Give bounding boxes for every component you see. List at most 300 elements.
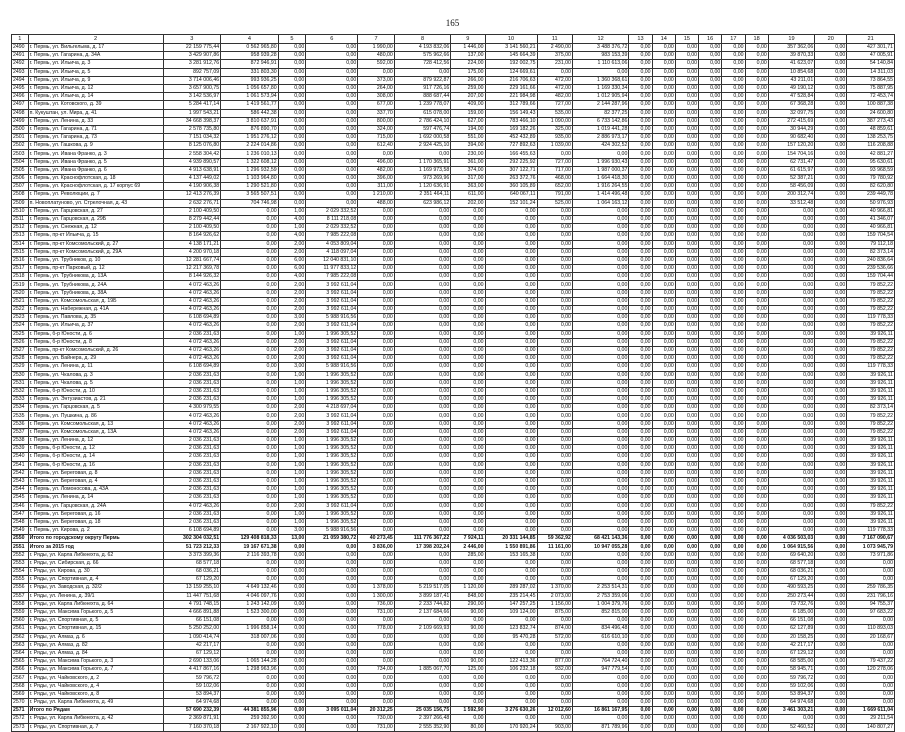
value-cell: 0,00 [537,207,572,215]
address-cell: г. Пермь, пр-кт Комсомольский, д. 27 [28,240,163,248]
value-cell: 54 140,84 [847,60,895,68]
value-cell: 82 377,25 [572,109,628,117]
value-cell: 47 005,91 [847,52,895,60]
value-cell: 0,00 [652,68,675,76]
value-cell: 0,00 [699,379,722,387]
row-number-cell: 2490 [12,44,29,52]
value-cell: 0,00 [745,256,768,264]
row-number-cell: 2536 [12,420,29,428]
value-cell: 0,00 [306,625,358,633]
value-cell: 4 072 463,26 [163,428,221,436]
value-cell: 3 992 611,04 [306,297,358,305]
address-cell: Итого по Рядам [28,707,163,715]
address-cell: г. Ряды, ул. Спортивная, д. 15 [28,625,163,633]
value-cell: 0,00 [745,44,768,52]
value-cell: 0,00 [815,641,847,649]
value-cell: 7 985 222,08 [306,273,358,281]
row-number-cell: 2499 [12,117,29,125]
value-cell: 0,00 [485,289,537,297]
value-cell: 2,00 [278,281,306,289]
value-cell: 0,00 [572,338,628,346]
value-cell: 0,00 [451,371,485,379]
value-cell: 0,00 [699,494,722,502]
value-cell: 0,00 [699,68,722,76]
value-cell: 0,00 [306,158,358,166]
value-cell: 0,00 [306,44,358,52]
value-cell: 2 036 231,63 [163,437,221,445]
value-cell: 0,00 [451,682,485,690]
value-cell: 0,00 [722,158,745,166]
value-cell: 0,00 [629,412,652,420]
value-cell: 0,00 [221,240,279,248]
value-cell: 0,00 [722,404,745,412]
value-cell: 0,00 [675,404,698,412]
value-cell: 0,00 [675,518,698,526]
data-table [11,34,895,732]
value-cell: 0,00 [745,576,768,584]
value-cell: 0,00 [815,240,847,248]
table-row [12,469,895,477]
value-cell: 39 926,11 [847,461,895,469]
table-row [12,412,895,420]
value-cell: 0,00 [629,150,652,158]
value-cell: 0,00 [629,346,652,354]
row-number-cell: 2533 [12,396,29,404]
value-cell: 0,00 [675,44,698,52]
row-number-cell: 2523 [12,314,29,322]
value-cell: 525,00 [537,199,572,207]
value-cell: 0,00 [629,600,652,608]
table-row [12,674,895,682]
address-cell: г. Пермь, ул. Комсомольская, д. 19Б [28,297,163,305]
value-cell: 2,00 [278,355,306,363]
value-cell: 0,00 [745,355,768,363]
value-cell: 0,00 [278,52,306,60]
value-cell: 48 859,61 [847,125,895,133]
address-cell: г. Пермь, ул. Комсомольская, д. 13 [28,420,163,428]
value-cell: 194,00 [451,125,485,133]
value-cell: 2,00 [278,248,306,256]
value-cell: 2 224 014,86 [221,142,279,150]
address-cell: г. Ряды, ул. Алмаз, д. 84 [28,649,163,657]
value-cell: 0,00 [675,535,698,543]
value-cell: 0,00 [451,477,485,485]
value-cell: 0,00 [699,608,722,616]
value-cell: 0,00 [675,674,698,682]
value-cell: 0,00 [394,633,450,641]
value-cell: 0,00 [722,518,745,526]
value-cell: 0,00 [629,338,652,346]
value-cell: 2 632 276,71 [163,199,221,207]
value-cell: 0,00 [306,134,358,142]
value-cell: 0,00 [451,617,485,625]
value-cell: 0,00 [537,215,572,223]
value-cell: 0,00 [278,150,306,158]
value-cell: 0,00 [722,289,745,297]
value-cell: 6,00 [278,256,306,264]
table-row [12,625,895,633]
value-cell: 0,00 [675,117,698,125]
value-cell: 0,00 [675,297,698,305]
value-cell: 0,00 [306,117,358,125]
row-number-cell: 2500 [12,125,29,133]
value-cell: 0,00 [652,412,675,420]
value-cell: 0,00 [306,125,358,133]
value-cell: 0,00 [675,93,698,101]
value-cell: 0,00 [451,338,485,346]
value-cell: 0,00 [221,674,279,682]
row-number-cell: 2556 [12,584,29,592]
row-number-cell: 2563 [12,641,29,649]
value-cell: 0,00 [221,306,279,314]
value-cell: 0,00 [394,150,450,158]
value-cell: 0,00 [745,592,768,600]
value-cell: 0,00 [629,559,652,567]
value-cell: 0,00 [745,183,768,191]
value-cell: 0,00 [221,256,279,264]
value-cell: 0,00 [699,289,722,297]
value-cell: 166 455,63 [485,150,537,158]
value-cell: 2 036 231,63 [163,469,221,477]
value-cell: 0,00 [394,559,450,567]
value-cell: 0,00 [629,428,652,436]
value-cell: 0,00 [629,723,652,731]
value-cell: 192 002,75 [485,60,537,68]
address-cell: г. Пермь, ул. Пушкина, д. 86 [28,412,163,420]
value-cell: 0,00 [394,502,450,510]
value-cell: 0,00 [722,461,745,469]
value-cell: 0,00 [745,699,768,707]
value-cell: 0,00 [278,84,306,92]
value-cell: 0,00 [278,723,306,731]
value-cell: 68 577,18 [768,559,814,567]
column-header: 7 [358,35,395,44]
value-cell: 0,00 [451,379,485,387]
value-cell: 0,00 [306,715,358,723]
value-cell: 0,00 [629,445,652,453]
value-cell: 0,00 [537,420,572,428]
address-cell: г. Пермь, ул. Комсомольская, д. 13А [28,428,163,436]
value-cell: 0,00 [722,387,745,395]
address-cell: г. Ряды, ул. Сибирская, д. 66 [28,559,163,567]
value-cell: 0,00 [358,559,395,567]
value-cell: 0,00 [394,297,450,305]
address-cell: г. Пермь, ул. Гагарина, д. 34А [28,52,163,60]
value-cell: 0,00 [652,60,675,68]
value-cell: 106 232,18 [485,666,537,674]
value-cell: 0,00 [629,60,652,68]
value-cell: 0,00 [652,150,675,158]
value-cell: 0,00 [847,674,895,682]
value-cell: 20 312,25 [358,707,395,715]
value-cell: 0,00 [537,486,572,494]
value-cell: 0,00 [394,469,450,477]
value-cell: 0,00 [629,707,652,715]
value-cell: 0,00 [629,363,652,371]
value-cell: 0,00 [675,379,698,387]
value-cell: 0,00 [451,494,485,502]
value-cell: 0,00 [745,76,768,84]
value-cell: 0,00 [629,658,652,666]
value-cell: 731,00 [358,608,395,616]
row-number-cell: 2553 [12,559,29,567]
value-cell: 727 892,63 [485,142,537,150]
value-cell: 0,00 [815,273,847,281]
value-cell: 0,00 [699,707,722,715]
value-cell: 2 036 231,63 [163,518,221,526]
value-cell: 472,00 [537,76,572,84]
value-cell: 2,00 [278,428,306,436]
value-cell: 1 669 611,04 [847,707,895,715]
value-cell: 0,00 [745,723,768,731]
address-cell: г. Пермь, ул. Ломоносова, д. 43А [28,486,163,494]
table-row [12,363,895,371]
value-cell: 0,00 [485,281,537,289]
value-cell: 0,00 [221,437,279,445]
value-cell: 3 836,00 [358,543,395,551]
value-cell: 0,00 [572,150,628,158]
value-cell: 0,00 [722,592,745,600]
value-cell: 0,00 [652,592,675,600]
row-number-cell: 2508 [12,191,29,199]
value-cell: 0,00 [675,207,698,215]
value-cell: 0,00 [699,363,722,371]
value-cell: 0,00 [394,551,450,559]
table-row [12,306,895,314]
value-cell: 41 623,07 [768,60,814,68]
value-cell: 0,00 [652,453,675,461]
value-cell: 0,00 [358,551,395,559]
value-cell: 0,00 [572,518,628,526]
value-cell: 159 704,54 [847,232,895,240]
value-cell: 0,00 [394,690,450,698]
address-cell: г. Пермь, ул. Береговая, д. 8 [28,469,163,477]
value-cell: 0,00 [652,437,675,445]
value-cell: 0,00 [722,551,745,559]
value-cell: 0,00 [451,486,485,494]
value-cell: 0,00 [768,379,814,387]
value-cell: 0,00 [629,134,652,142]
row-number-cell: 2568 [12,682,29,690]
value-cell: 0,00 [745,387,768,395]
value-cell: 0,00 [815,477,847,485]
value-cell: 612,40 [358,142,395,150]
value-cell: 0,00 [675,600,698,608]
value-cell: 0,00 [485,322,537,330]
value-cell: 3 141 560,21 [485,44,537,52]
value-cell: 8 144 926,32 [163,273,221,281]
value-cell: 0,00 [699,346,722,354]
value-cell: 3,00 [278,527,306,535]
value-cell: 0,00 [572,674,628,682]
address-cell: г. Ряды, ул. Спортивная, д. 7 [28,723,163,731]
column-header: 4 [221,35,279,44]
value-cell: 0,00 [652,199,675,207]
table-row [12,600,895,608]
value-cell: 0,00 [485,461,537,469]
value-cell: 0,00 [699,723,722,731]
value-cell: 42 217,17 [163,641,221,649]
value-cell: 0,00 [572,273,628,281]
value-cell: 0,00 [537,306,572,314]
row-number-cell: 2521 [12,297,29,305]
table-row [12,559,895,567]
address-cell: г. Пермь, ул. Береговая, д. 18 [28,518,163,526]
value-cell: 0,00 [485,371,537,379]
value-cell: 0,00 [722,428,745,436]
value-cell: 0,00 [485,469,537,477]
table-row [12,183,895,191]
value-cell: 0,00 [815,142,847,150]
value-cell: 0,00 [485,502,537,510]
value-cell: 0,00 [699,428,722,436]
row-number-cell: 2520 [12,289,29,297]
value-cell: 1 210,00 [358,191,395,199]
value-cell: 2 558 304,42 [163,150,221,158]
value-cell: 0,00 [485,396,537,404]
value-cell: 8 125 076,80 [163,142,221,150]
value-cell: 0,00 [278,183,306,191]
value-cell: 0,00 [652,404,675,412]
value-cell: 0,00 [358,690,395,698]
value-cell: 79 852,22 [847,428,895,436]
value-cell: 25 035 156,75 [394,707,450,715]
value-cell: 0,00 [722,584,745,592]
value-cell: 0,00 [815,502,847,510]
value-cell: 0,00 [358,420,395,428]
value-cell: 0,00 [394,224,450,232]
value-cell: 0,00 [652,191,675,199]
value-cell: 0,00 [221,215,279,223]
value-cell: 312 789,66 [485,101,537,109]
value-cell: 0,00 [485,420,537,428]
value-cell: 324,00 [358,125,395,133]
value-cell: 0,00 [358,322,395,330]
value-cell: 0,00 [572,224,628,232]
value-cell: 0,00 [675,682,698,690]
value-cell: 0,00 [306,76,358,84]
value-cell: 0,00 [278,142,306,150]
value-cell: 1 322 608,12 [221,158,279,166]
value-cell: 0,00 [629,486,652,494]
value-cell: 0,00 [768,510,814,518]
value-cell: 535,00 [537,109,572,117]
row-number-cell: 2515 [12,248,29,256]
value-cell: 0,00 [572,649,628,657]
value-cell: 14 311,03 [847,68,895,76]
value-cell: 0,00 [745,666,768,674]
column-header: 13 [629,35,652,44]
value-cell: 0,00 [572,477,628,485]
value-cell: 39 926,11 [847,445,895,453]
address-cell: г. Пермь, ул. Ильича, д. 5 [28,68,163,76]
value-cell: 0,00 [652,633,675,641]
value-cell: 0,00 [629,666,652,674]
value-cell: 0,00 [675,371,698,379]
value-cell: 0,00 [722,346,745,354]
value-cell: 0,00 [451,240,485,248]
value-cell: 0,00 [629,502,652,510]
address-cell: г. Пермь, ул. Трубникова, д. 38А [28,289,163,297]
value-cell: 20 331 144,85 [485,535,537,543]
row-number-cell: 2544 [12,486,29,494]
value-cell: 0,00 [451,248,485,256]
value-cell: 0,00 [675,125,698,133]
value-cell: 0,00 [675,396,698,404]
value-cell: 0,00 [745,568,768,576]
value-cell: 0,00 [394,232,450,240]
value-cell: 0,00 [675,461,698,469]
value-cell: 0,00 [358,224,395,232]
table-row [12,256,895,264]
value-cell: 3 992 611,04 [306,420,358,428]
value-cell: 4,00 [278,215,306,223]
value-cell: 0,00 [768,248,814,256]
value-cell: 4 072 463,26 [163,502,221,510]
value-cell: 2 137 684,66 [394,608,450,616]
value-cell: 0,00 [485,715,537,723]
value-cell: 0,00 [675,666,698,674]
table-row [12,68,895,76]
value-cell: 0,00 [537,224,572,232]
value-cell: 0,00 [675,641,698,649]
value-cell: 0,00 [629,625,652,633]
value-cell: 0,00 [722,224,745,232]
value-cell: 0,00 [722,232,745,240]
value-cell: 0,00 [629,551,652,559]
value-cell: 0,00 [815,84,847,92]
row-number-cell: 2530 [12,371,29,379]
value-cell: 0,00 [675,158,698,166]
value-cell: 2,00 [278,420,306,428]
value-cell: 0,00 [745,690,768,698]
value-cell: 0,00 [722,93,745,101]
value-cell: 0,00 [675,510,698,518]
value-cell: 592,00 [358,60,395,68]
value-cell: 0,00 [572,510,628,518]
value-cell: 0,00 [699,420,722,428]
value-cell: 0,00 [629,617,652,625]
row-number-cell: 2525 [12,330,29,338]
value-cell: 17 398 202,24 [394,543,450,551]
value-cell: 0,00 [652,322,675,330]
value-cell: 0,00 [652,232,675,240]
value-cell: 0,00 [572,494,628,502]
value-cell: 0,00 [629,93,652,101]
value-cell: 0,00 [699,93,722,101]
value-cell: 0,00 [278,134,306,142]
value-cell: 0,00 [629,355,652,363]
value-cell: 0,00 [221,297,279,305]
value-cell: 0,00 [221,568,279,576]
value-cell: 90,00 [451,625,485,633]
value-cell: 1 170 365,91 [394,158,450,166]
address-cell: г. Пермь, пр-кт Ильича, д. 15 [28,232,163,240]
value-cell: 0,00 [652,125,675,133]
value-cell: 0,00 [675,306,698,314]
value-cell: 0,00 [485,207,537,215]
table-row [12,150,895,158]
value-cell: 0,00 [221,355,279,363]
value-cell: 0,00 [815,191,847,199]
value-cell: 0,00 [394,428,450,436]
value-cell: 0,00 [485,265,537,273]
value-cell: 0,00 [358,215,395,223]
value-cell: 0,00 [629,306,652,314]
value-cell: 0,00 [358,502,395,510]
value-cell: 0,00 [652,52,675,60]
value-cell: 0,00 [699,265,722,273]
